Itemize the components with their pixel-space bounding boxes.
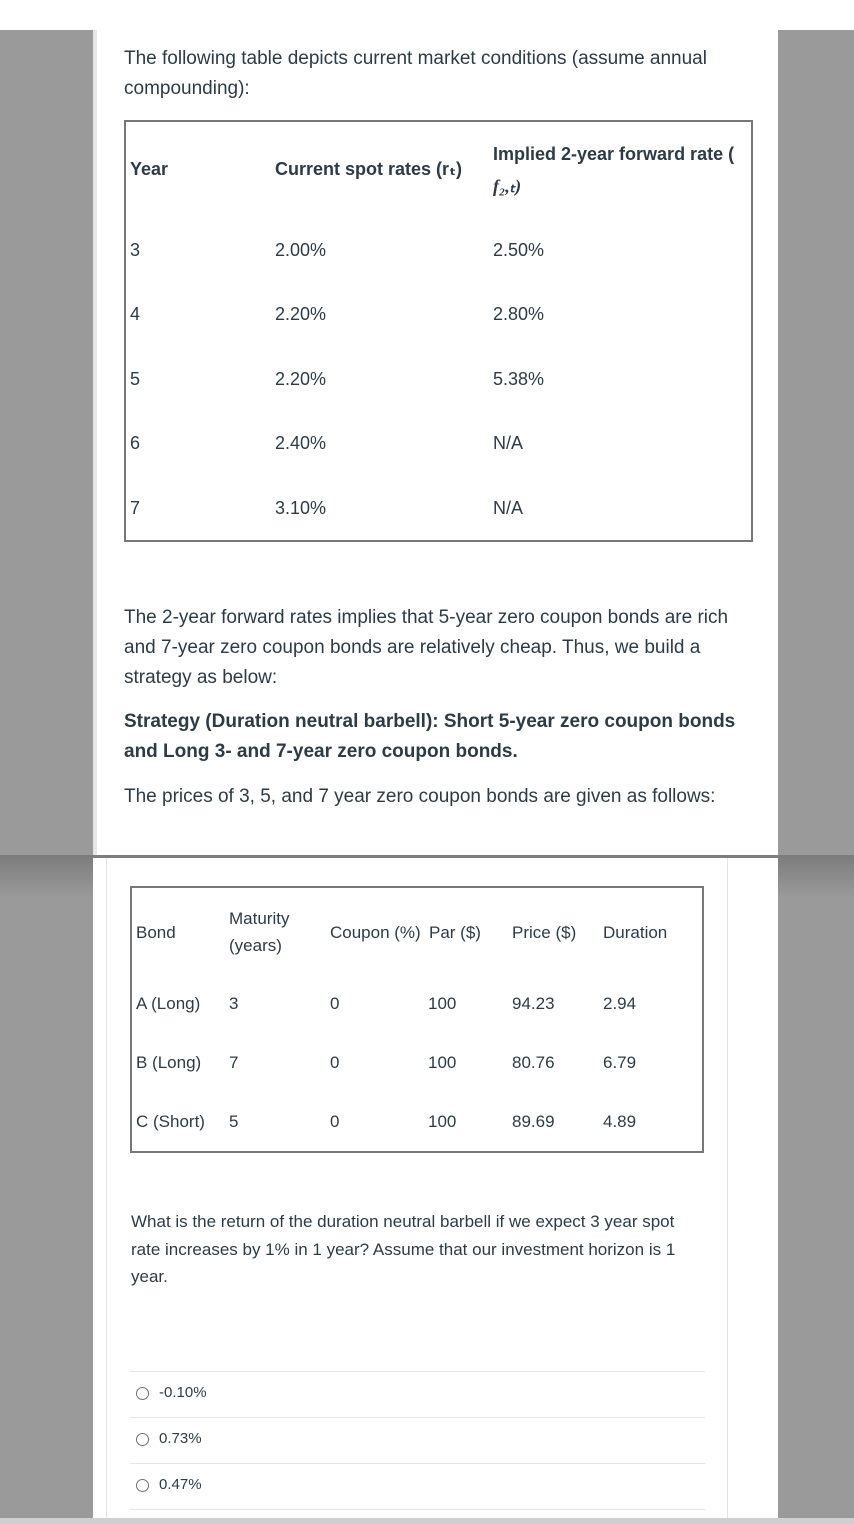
table-cell-duration: 4.89 [603,1112,637,1131]
forward-rate-explanation: The 2-year forward rates implies that 5-year zero coupon bonds are rich and 7-year zero coupon bonds are relatively cheap. Thus, we build a strategy as below: [124,607,729,688]
right-gray-margin [778,30,854,857]
strategy-text: Strategy (Duration neutral barbell): Short 5-year zero coupon bonds and Long 3- and 7-year zero coupon bonds. [124,711,736,762]
table-cell-year: 3 [130,240,141,260]
answer-option[interactable] [130,1417,705,1463]
answer-option[interactable] [130,1463,705,1510]
table-cell-year: 7 [130,498,141,518]
header-forward-rate: Implied 2-year forward rate ( [493,144,735,164]
answer-label[interactable]: 0.47% [159,1476,202,1493]
table-cell-duration: 2.94 [603,994,637,1013]
table-cell-forward: N/A [493,433,524,453]
header-spot-rates: Current spot rates (rₜ) [275,159,463,179]
table-cell-spot: 2.00% [275,240,327,260]
table-cell-coupon: 0 [330,1112,340,1131]
answer-option[interactable] [130,1371,705,1417]
header-maturity-unit: (years) [229,936,282,955]
table-cell-coupon: 0 [330,994,340,1013]
table-cell-forward: 5.38% [493,369,545,389]
table-cell-year: 4 [130,304,141,324]
radio-button[interactable] [136,1433,149,1446]
header-year: Year [130,159,169,179]
table-cell-maturity: 7 [229,1053,239,1072]
table-cell-spot: 3.10% [275,498,327,518]
table-cell-bond: C (Short) [136,1112,205,1131]
left-gray-margin [0,858,93,1518]
header-par: Par ($) [429,923,481,942]
table-cell-year: 6 [130,433,141,453]
table-cell-spot: 2.40% [275,433,327,453]
bottom-edge [0,1518,854,1524]
table-cell-year: 5 [130,369,141,389]
question-text: What is the return of the duration neutral barbell if we expect 3 year spot rate increases by 1% in 1 year? Assume that our investment horizon is 1 year. [131,1212,676,1286]
bond-prices-table [130,886,704,1153]
table-cell-forward: 2.80% [493,304,545,324]
header-bond: Bond [136,923,176,942]
table-cell-maturity: 3 [229,994,239,1013]
intro-text: The following table depicts current market conditions (assume annual compounding): [124,48,707,99]
table-cell-forward: 2.50% [493,240,545,260]
header-maturity: Maturity [229,909,290,928]
spot-rates-table [124,120,753,542]
radio-button[interactable] [136,1387,149,1400]
table-cell-par: 100 [428,1053,457,1072]
header-coupon: Coupon (%) [330,923,421,942]
left-gray-margin [0,30,93,857]
table-cell-spot: 2.20% [275,304,327,324]
prices-intro-text: The prices of 3, 5, and 7 year zero coupon bonds are given as follows: [124,786,716,807]
table-cell-maturity: 5 [229,1112,239,1131]
table-cell-coupon: 0 [330,1053,340,1072]
answer-label[interactable]: 0.73% [159,1430,202,1447]
table-cell-forward: N/A [493,498,524,518]
table-cell-par: 100 [428,994,457,1013]
table-cell-duration: 6.79 [603,1053,637,1072]
right-gray-margin [778,858,854,1518]
table-cell-par: 100 [428,1112,457,1131]
table-cell-bond: A (Long) [136,994,201,1013]
table-cell-bond: B (Long) [136,1053,202,1072]
answer-label[interactable]: -0.10% [159,1384,207,1401]
header-duration: Duration [603,923,668,942]
radio-button[interactable] [136,1479,149,1492]
answer-list [130,1371,705,1510]
header-price: Price ($) [512,923,577,942]
table-cell-price: 94.23 [512,994,555,1013]
table-cell-spot: 2.20% [275,369,327,389]
table-cell-price: 89.69 [512,1112,555,1131]
header-forward-rate-symbol: f₂,ₜ) [493,176,522,196]
table-cell-price: 80.76 [512,1053,555,1072]
